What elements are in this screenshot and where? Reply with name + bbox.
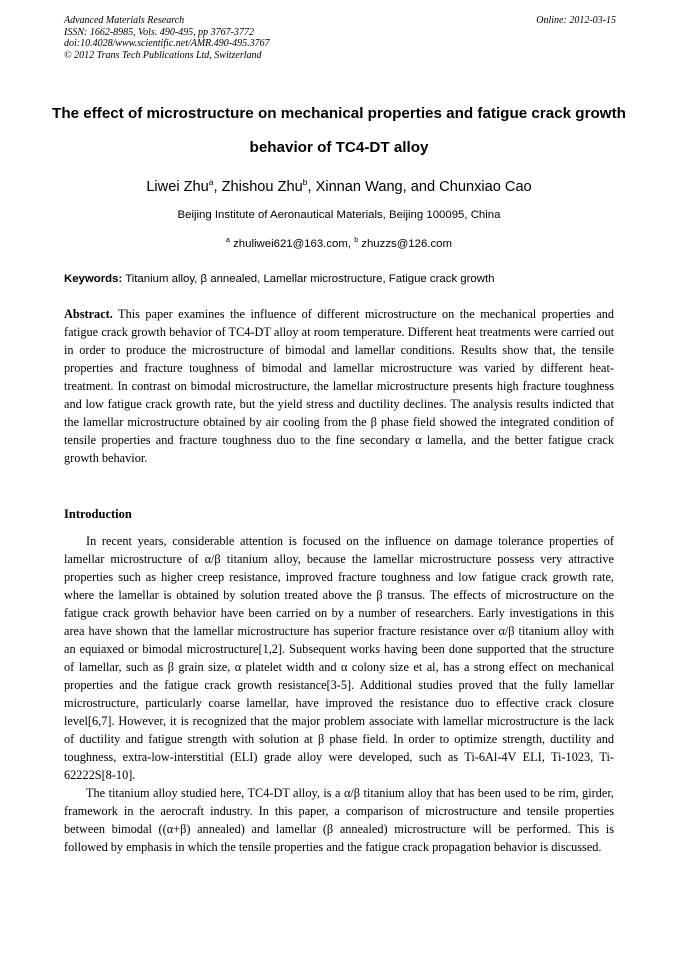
author-emails <box>0 233 678 252</box>
journal-name: Advanced Materials Research <box>64 15 185 26</box>
email-b: zhuzzs@126.com <box>358 238 452 250</box>
section-heading-introduction: Introduction <box>64 507 132 521</box>
doi-line: doi:10.4028/www.scientific.net/AMR.490-495.3767 <box>64 38 270 49</box>
email-a: zhuliwei621@163.com, <box>229 238 355 250</box>
author-sep: , <box>213 179 222 195</box>
author-name: Zhishou Zhu <box>221 179 303 195</box>
paragraph: The titanium alloy studied here, TC4-DT alloy, is a α/β titanium alloy that has been used to be rim, girder, framework in the aerocraft industry. In this paper, a comparison of microstructure and tensile properties between bimodal ((α+β) annealed) and lamellar (β annealed) microstructure will be performed. This is followed by emphasis in which the tensile properties and the fatigue crack propagation behavior is discussed. <box>64 786 614 854</box>
author-name: Liwei Zhu <box>146 179 209 195</box>
email-mark: b <box>354 237 359 244</box>
online-date: Online: 2012-03-15 <box>536 15 616 26</box>
copyright-line: © 2012 Trans Tech Publications Ltd, Switzerland <box>64 49 262 61</box>
author-affil-mark: b <box>302 177 308 187</box>
keywords-text: Titanium alloy, β annealed, Lamellar microstructure, Fatigue crack growth <box>122 273 495 285</box>
affiliation: Beijing Institute of Aeronautical Materials, Beijing 100095, China <box>177 209 501 221</box>
journal-header <box>64 15 270 61</box>
keywords <box>64 272 624 287</box>
abstract <box>64 305 614 467</box>
author-affil-mark: a <box>208 177 214 187</box>
paper-title: The effect of microstructure on mechanical properties and fatigue crack growth behavior of TC4-DT alloy <box>52 105 626 156</box>
author-list <box>0 172 678 197</box>
abstract-label: Abstract. <box>64 307 113 321</box>
abstract-text: This paper examines the influence of different microstructure on the mechanical properties and fatigue crack growth behavior of TC4-DT alloy at room temperature. Different heat treatments were carried out in order to produce the microstructure of bimodal and lamellar conditions. Results show that, the tensile properties and fracture toughness of bimodal and lamellar microstructure was varied by different heat-treatment. In contrast on bimodal microstructure, the lamellar microstructure presents high fracture toughness and low fatigue crack growth rate, but the yield stress and ductility declines. The analysis results indicted that the lamellar microstructure obtained by air cooling from the β phase field showed the integrated condition of tensile properties and fracture toughness duo to the fine secondary α lamella, and the better fatigue crack growth behavior. <box>64 307 614 465</box>
author-name: Xinnan Wang, and Chunxiao Cao <box>315 179 532 195</box>
author-sep: , <box>307 179 316 195</box>
paragraph: In recent years, considerable attention is focused on the influence on damage tolerance properties of lamellar microstructure of α/β titanium alloy, because the lamellar microstructure possess very attractive properties such as higher creep resistance, improved fracture toughness and low fatigue crack growth rate, where the lamellar is obtained by solution treated above the β transus. The effects of microstructure on the fatigue crack growth behavior have been carried on by a number of researchers. Early investigations in this area have shown that the lamellar microstructure has superior fracture resistance over α/β titanium alloy with an equiaxed or bimodal microstructure[1,2]. Subsequent works having been done supported that the structure of lamellar, such as β grain size, α platelet width and α colony size et al, has a strong effect on mechanical properties and the fatigue crack growth resistance[3-5]. Additional studies proved that the fully lamellar microstructure, particularly coarse lamellar, have improved the resistance duo to effective crack closure level[6,7]. However, it is recognized that the major problem associate with lamellar microstructure is the lack of ductility and fatigue strength with solution at β phase field. In order to optimize strength, ductility and toughness, extra-low-interstitial (ELI) grade alloy were developed, such as Ti-6Al-4V ELI, Ti-1023, Ti-62222S[8-10]. <box>64 534 614 782</box>
email-mark: a <box>226 237 230 244</box>
issn-line: ISSN: 1662-8985, Vols. 490-495, pp 3767-3772 <box>64 26 254 38</box>
keywords-label: Keywords: <box>64 273 123 285</box>
introduction-body <box>64 532 614 856</box>
